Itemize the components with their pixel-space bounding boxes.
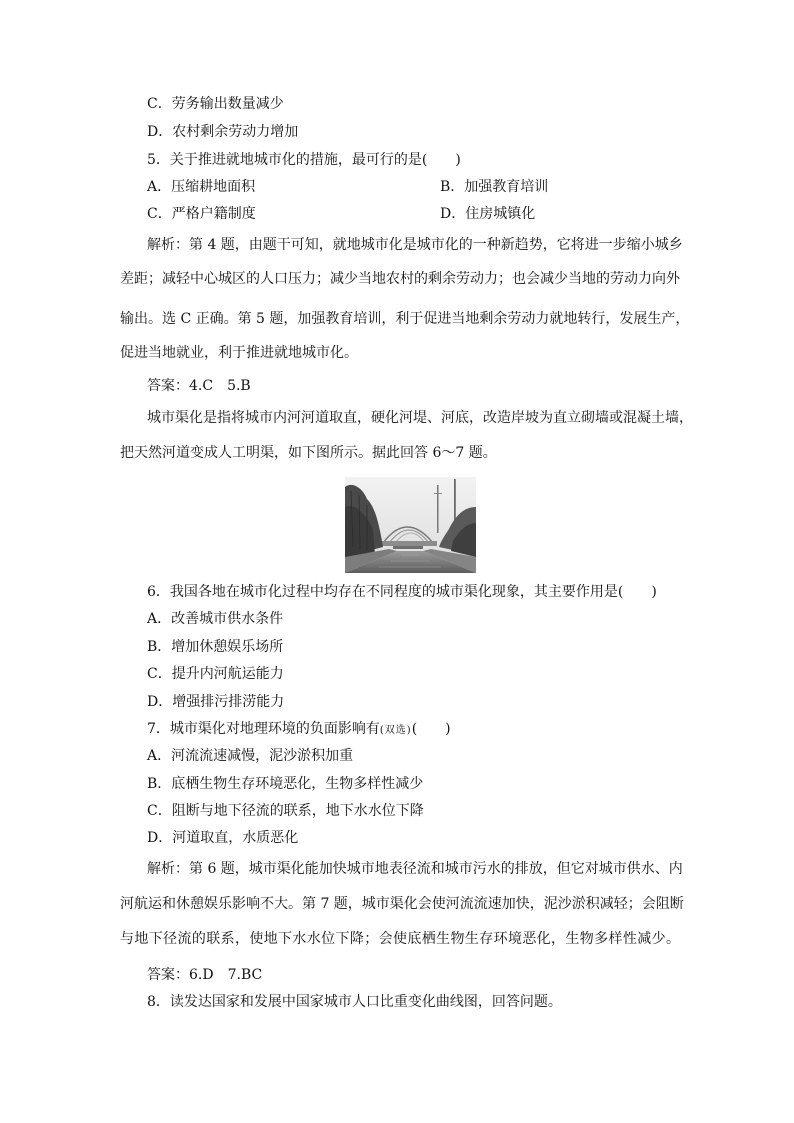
- q5-option-b: B．加强教育培训: [440, 179, 549, 195]
- q7-option-a: A．河流流速减慢，泥沙淤积加重: [147, 748, 354, 764]
- q8-stem: 8．读发达国家和发展中国家城市人口比重变化曲线图，回答问题。: [147, 994, 562, 1010]
- q7-stem: [147, 720, 451, 740]
- analysis2-answer: 答案：6.D 7.BC: [147, 967, 263, 983]
- q7-option-b: B．底栖生物生存环境恶化，生物多样性减少: [147, 776, 424, 792]
- q7-option-c: C．阻断与地下径流的联系，地下水水位下降: [147, 803, 424, 819]
- q5-option-d: D．住房城镇化: [440, 206, 536, 222]
- q7-double-choice-tag: (双选): [379, 725, 412, 736]
- q5-option-c: C．严格户籍制度: [147, 206, 256, 222]
- q5-option-a: A．压缩耕地面积: [147, 179, 256, 195]
- analysis1-line-3: 输出。选 C 正确。第 5 题，加强教育培训，利于促进当地剩余劳动力就地转行，发展生产，: [120, 311, 690, 327]
- q7-option-d: D．河道取直，水质恶化: [147, 830, 299, 846]
- q6-option-a: A．改善城市供水条件: [147, 611, 284, 627]
- q6-option-b: B．增加休憩娱乐场所: [147, 639, 284, 655]
- q6-option-d: D．增强排污排涝能力: [147, 694, 285, 710]
- passage-line-2: 把天然河道变成人工明渠，如下图所示。据此回答 6～7 题。: [120, 445, 497, 461]
- q4-option-d: D．农村剩余劳动力增加: [147, 124, 299, 140]
- analysis1-line-2: 差距；减轻中心城区的人口压力；减少当地农村的剩余劳动力；也会减少当地的劳动力向外: [120, 271, 680, 287]
- q6-stem: 6．我国各地在城市化过程中均存在不同程度的城市渠化现象，其主要作用是( ): [147, 584, 657, 600]
- q7-stem-blank: ( ): [411, 721, 451, 737]
- q7-stem-text: 7．城市渠化对地理环境的负面影响有: [147, 721, 380, 737]
- channelized-river-photo: [345, 477, 476, 573]
- analysis1-line-4: 促进当地就业，利于推进就地城市化。: [120, 345, 358, 361]
- analysis1-answer: 答案：4.C 5.B: [147, 378, 251, 394]
- q5-stem: 5．关于推进就地城市化的措施，最可行的是( ): [147, 152, 461, 168]
- analysis2-line-3: 与地下径流的联系，使地下水水位下降；会使底栖生物生存环境恶化，生物多样性减少。: [120, 931, 680, 947]
- passage-line-1: 城市渠化是指将城市内河河道取直，硬化河堤、河底，改造岸坡为直立砌墙或混凝土墙，: [147, 410, 693, 426]
- q6-option-c: C．提升内河航运能力: [147, 666, 284, 682]
- analysis2-line-1: 解析：第 6 题，城市渠化能加快城市地表径流和城市污水的排放，但它对城市供水、内: [147, 861, 683, 877]
- analysis2-line-2: 河航运和休憩娱乐影响不大。第 7 题，城市渠化会使河流流速加快，泥沙淤积减轻；会阻断: [120, 896, 684, 912]
- analysis1-line-1: 解析：第 4 题，由题干可知，就地城市化是城市化的一种新趋势，它将进一步缩小城乡: [147, 237, 683, 253]
- q4-option-c: C．劳务输出数量减少: [147, 96, 284, 112]
